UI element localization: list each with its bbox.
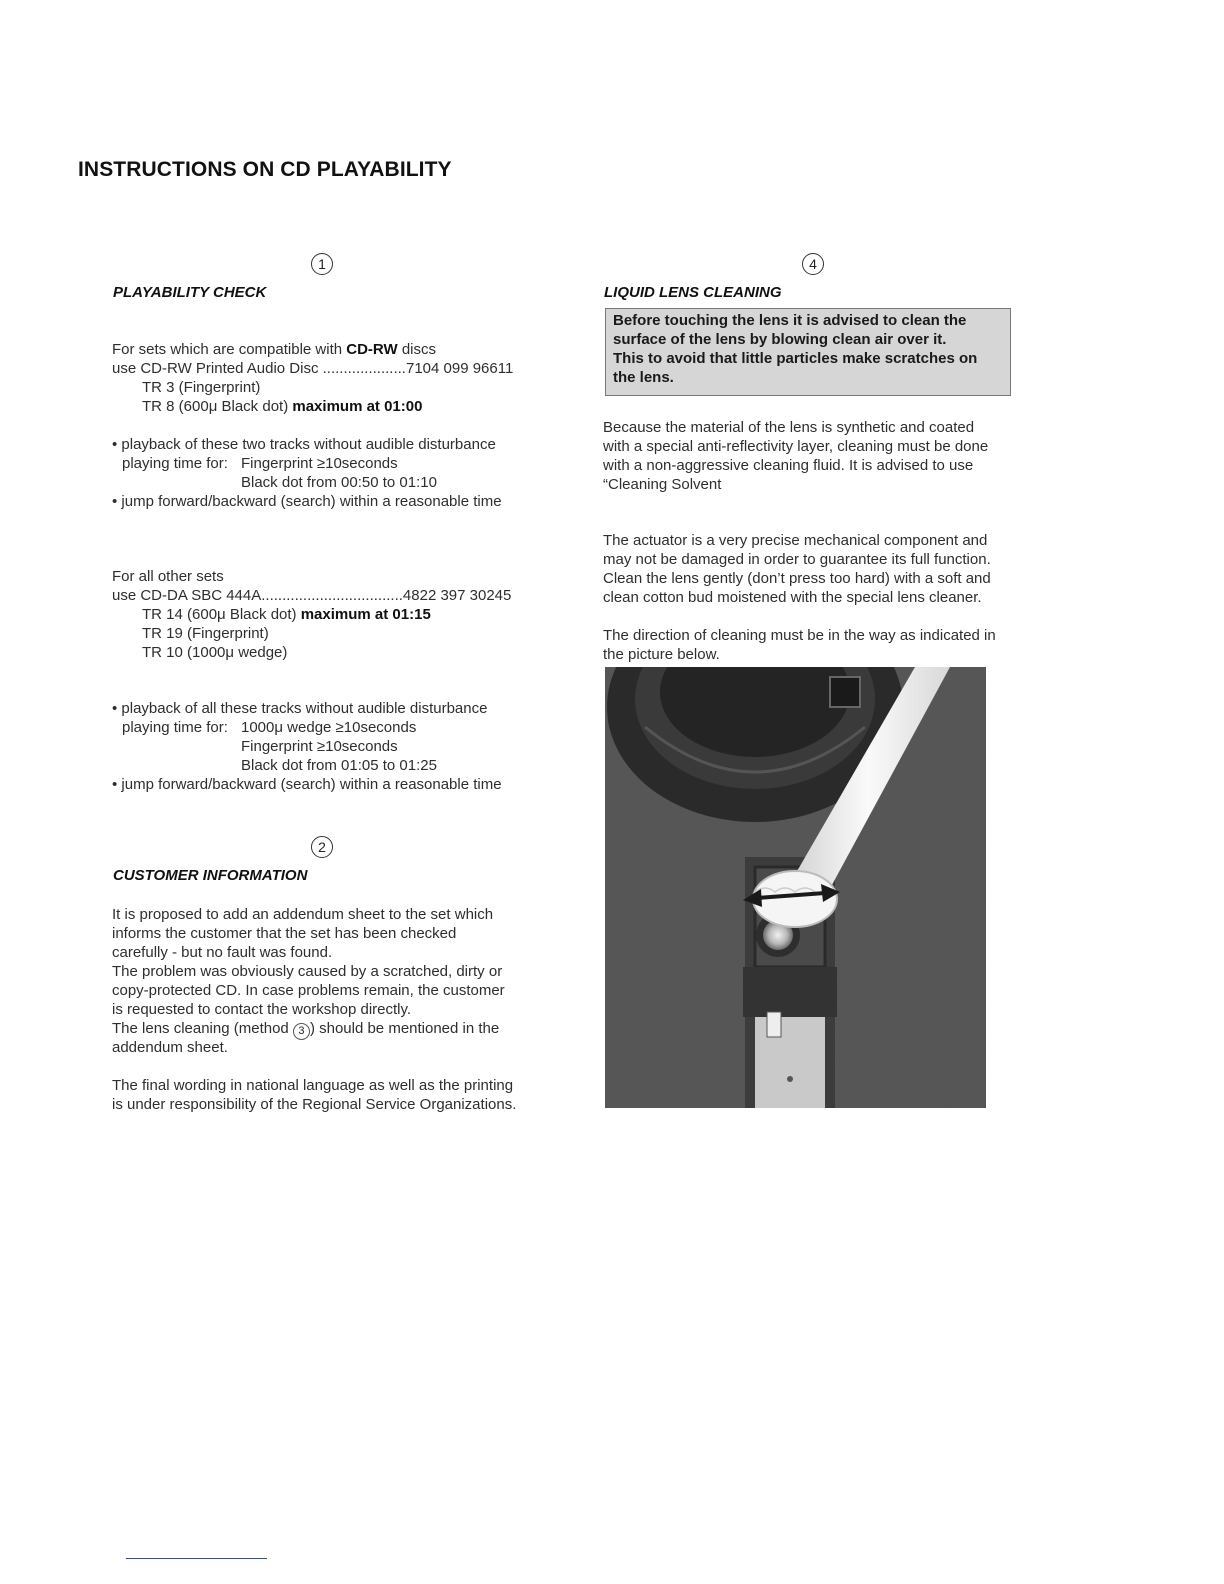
warning-line: surface of the lens by blowing clean air over it. [613, 331, 947, 348]
lens-material-line: with a special anti-reflectivity layer, cleaning must be done [603, 438, 989, 455]
direction-line: The direction of cleaning must be in the way as indicated in [603, 627, 996, 644]
lens-material-line: Because the material of the lens is synthetic and coated [603, 419, 975, 436]
final-wording-line: is under responsibility of the Regional Service Organizations. [112, 1096, 517, 1113]
cdrw-use-line: use CD-RW Printed Audio Disc ....................7104 099 96611 [112, 360, 514, 377]
other-playtime-label: playing time for: [122, 719, 228, 736]
warning-line: the lens. [613, 369, 674, 386]
other-use-line: use CD-DA SBC 444A..................................4822 397 30245 [112, 587, 512, 604]
actuator-line: clean cotton bud moistened with the special lens cleaner. [603, 589, 982, 606]
section-2-heading: CUSTOMER INFORMATION [113, 867, 308, 884]
cdrw-playtime-label: playing time for: [122, 455, 228, 472]
section-1-heading: PLAYABILITY CHECK [113, 284, 267, 301]
other-bullet-playback: • playback of all these tracks without audible disturbance [112, 700, 488, 717]
other-playtime-wedge: 1000μ wedge ≥10seconds [241, 719, 417, 736]
direction-line: the picture below. [603, 646, 720, 663]
customer-info-line: It is proposed to add an addendum sheet to the set which [112, 906, 494, 923]
final-wording-line: The final wording in national language as well as the printing [112, 1077, 514, 1094]
cdrw-track-8: TR 8 (600μ Black dot) maximum at 01:00 [142, 398, 423, 415]
section-4-number: 4 [802, 253, 824, 275]
other-bullet-search: • jump forward/backward (search) within a reasonable time [112, 776, 502, 793]
customer-info-line: addendum sheet. [112, 1039, 228, 1056]
other-playtime-blackdot: Black dot from 01:05 to 01:25 [241, 757, 437, 774]
other-playtime-fingerprint: Fingerprint ≥10seconds [241, 738, 398, 755]
other-intro: For all other sets [112, 568, 224, 585]
cdrw-playtime-blackdot: Black dot from 00:50 to 01:10 [241, 474, 437, 491]
warning-line: This to avoid that little particles make scratches on [613, 350, 978, 367]
actuator-line: Clean the lens gently (don’t press too hard) with a soft and [603, 570, 991, 587]
actuator-line: may not be damaged in order to guarantee its full function. [603, 551, 991, 568]
other-track-19: TR 19 (Fingerprint) [142, 625, 269, 642]
customer-info-line: carefully - but no fault was found. [112, 944, 333, 961]
page-title: INSTRUCTIONS ON CD PLAYABILITY [78, 158, 452, 181]
customer-info-line: The problem was obviously caused by a scratched, dirty or [112, 963, 503, 980]
lens-cleaning-photo [605, 667, 986, 1108]
customer-info-line: is requested to contact the workshop directly. [112, 1001, 412, 1018]
cdrw-track-3: TR 3 (Fingerprint) [142, 379, 261, 396]
cdrw-intro: For sets which are compatible with CD-RW discs [112, 341, 436, 358]
cdrw-bullet-search: • jump forward/backward (search) within a reasonable time [112, 493, 502, 510]
lens-material-line: with a non-aggressive cleaning fluid. It is advised to use [603, 457, 974, 474]
section-4-heading: LIQUID LENS CLEANING [604, 284, 782, 301]
cdrw-playtime-fingerprint: Fingerprint ≥10seconds [241, 455, 398, 472]
footer-rule [126, 1558, 267, 1559]
customer-info-line: copy-protected CD. In case problems remain, the customer [112, 982, 505, 999]
other-track-14: TR 14 (600μ Black dot) maximum at 01:15 [142, 606, 431, 623]
actuator-line: The actuator is a very precise mechanical component and [603, 532, 988, 549]
method-3-number: 3 [293, 1023, 310, 1040]
lens-cleaning-reference: The lens cleaning (method 3 ) should be mentioned in the [112, 1019, 499, 1039]
customer-info-line: informs the customer that the set has been checked [112, 925, 457, 942]
other-track-10: TR 10 (1000μ wedge) [142, 644, 288, 661]
section-1-number: 1 [311, 253, 333, 275]
lens-material-line: “Cleaning Solvent [603, 476, 722, 493]
warning-line: Before touching the lens it is advised to clean the [613, 312, 967, 329]
section-2-number: 2 [311, 836, 333, 858]
cdrw-bullet-playback: • playback of these two tracks without audible disturbance [112, 436, 496, 453]
warning-box [605, 308, 1011, 396]
